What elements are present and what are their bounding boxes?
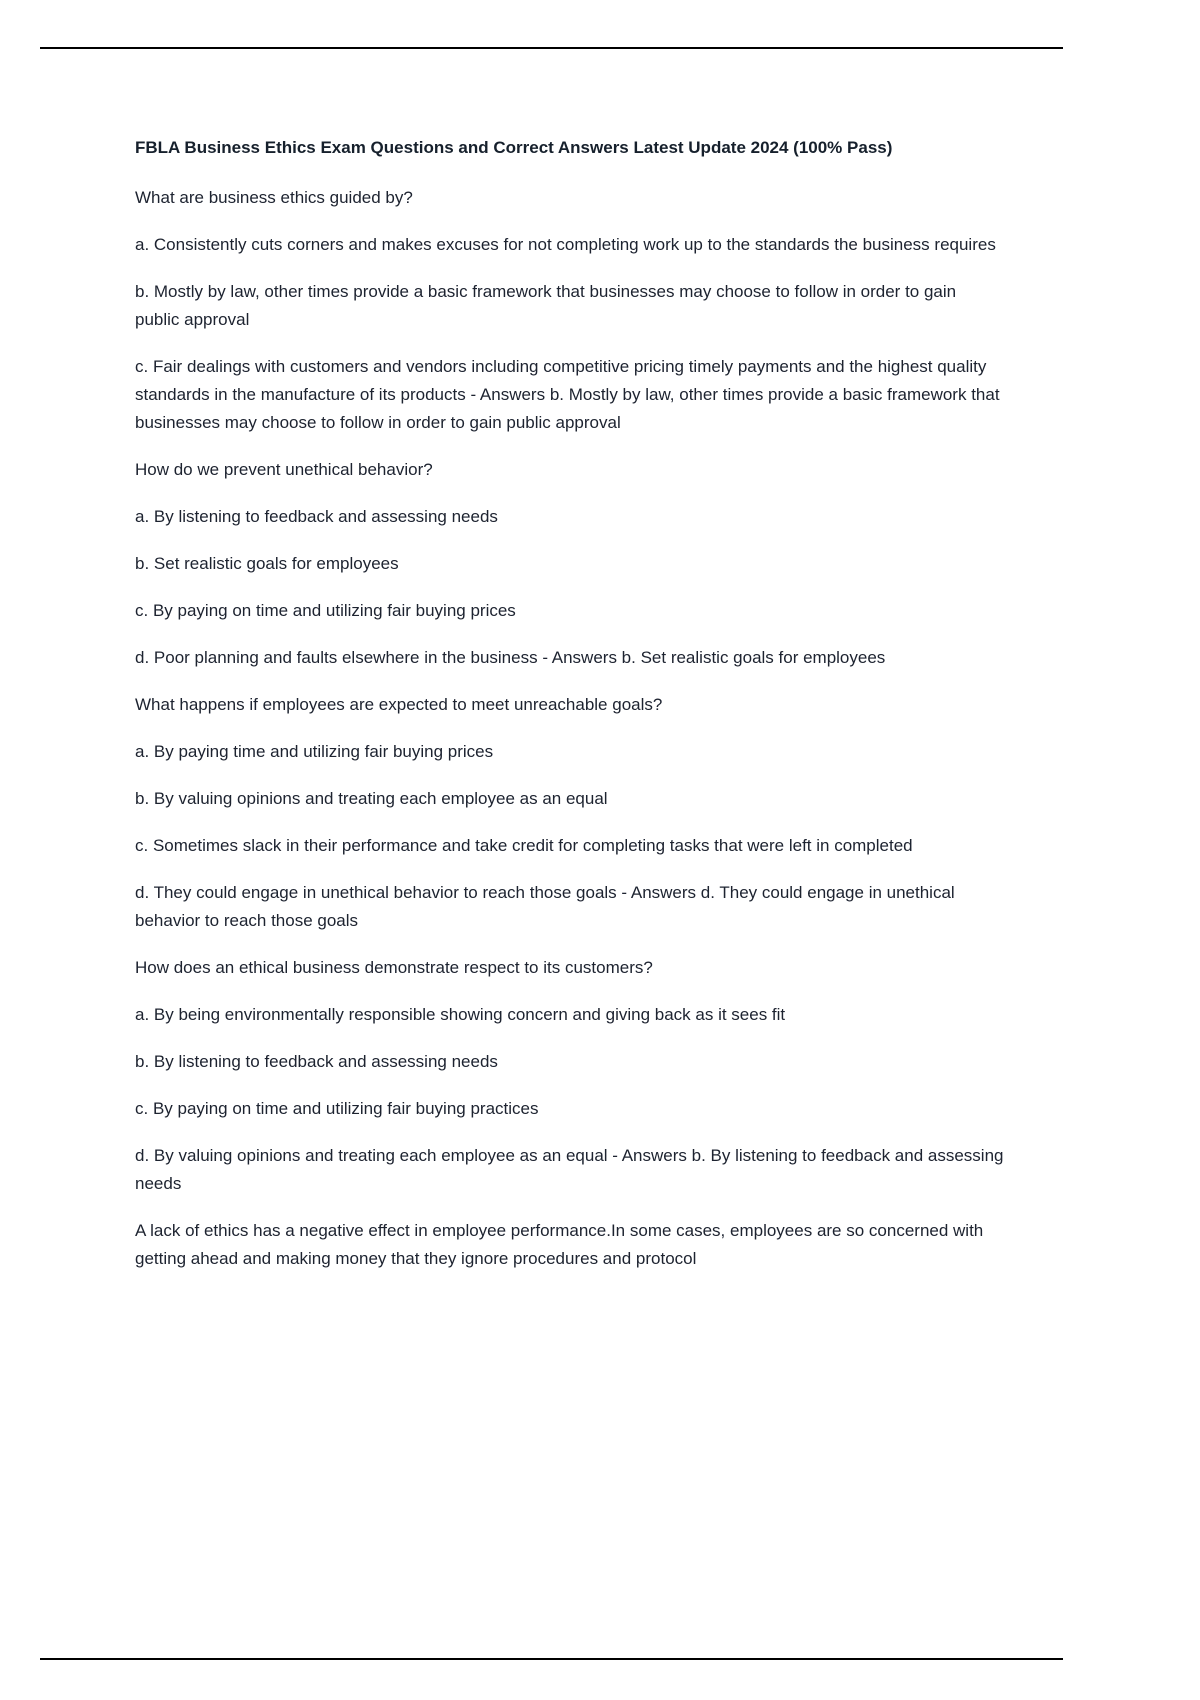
answer-option-paragraph: d. Poor planning and faults elsewhere in the business - Answers b. Set realistic goals for employees (135, 648, 886, 667)
document-content (135, 136, 1005, 1292)
question-paragraph: How do we prevent unethical behavior? (135, 460, 433, 479)
answer-option-paragraph: c. By paying on time and utilizing fair buying practices (135, 1099, 539, 1118)
answer-option-paragraph: a. By listening to feedback and assessing needs (135, 507, 498, 526)
question-paragraph: What happens if employees are expected to meet unreachable goals? (135, 695, 663, 714)
answer-option-paragraph: b. By listening to feedback and assessing needs (135, 1052, 498, 1071)
answer-option-paragraph: d. They could engage in unethical behavior to reach those goals - Answers d. They could engage in unethical behavior to reach those goals (135, 883, 955, 930)
answer-option-paragraph: c. Sometimes slack in their performance and take credit for completing tasks that were left in completed (135, 836, 913, 855)
answer-option-paragraph: b. Mostly by law, other times provide a basic framework that businesses may choose to follow in order to gain public approval (135, 282, 957, 329)
answer-option-paragraph: b. Set realistic goals for employees (135, 554, 399, 573)
answer-option-paragraph: a. By paying time and utilizing fair buying prices (135, 742, 494, 761)
answer-option-paragraph: c. By paying on time and utilizing fair buying prices (135, 601, 516, 620)
bottom-rule (40, 1658, 1063, 1660)
document-title: FBLA Business Ethics Exam Questions and Correct Answers Latest Update 2024 (100% Pass) (135, 138, 893, 157)
answer-option-paragraph: a. By being environmentally responsible showing concern and giving back as it sees fit (135, 1005, 786, 1024)
question-paragraph: What are business ethics guided by? (135, 188, 413, 207)
answer-option-paragraph: a. Consistently cuts corners and makes excuses for not completing work up to the standards the business requires (135, 235, 996, 254)
answer-option-paragraph: d. By valuing opinions and treating each employee as an equal - Answers b. By listening to feedback and assessing needs (135, 1146, 1004, 1193)
top-rule (40, 47, 1063, 49)
answer-option-paragraph: b. By valuing opinions and treating each employee as an equal (135, 789, 608, 808)
answer-option-paragraph: c. Fair dealings with customers and vendors including competitive pricing timely payments and the highest quality standards in the manufacture of its products - Answers b. Mostly by law, other times provide a basic framework that businesses may choose to follow in order to gain public approval (135, 357, 1000, 432)
statement-paragraph: A lack of ethics has a negative effect in employee performance.In some cases, employees are so concerned with getting ahead and making money that they ignore procedures and protocol (135, 1221, 984, 1268)
question-paragraph: How does an ethical business demonstrate respect to its customers? (135, 958, 653, 977)
